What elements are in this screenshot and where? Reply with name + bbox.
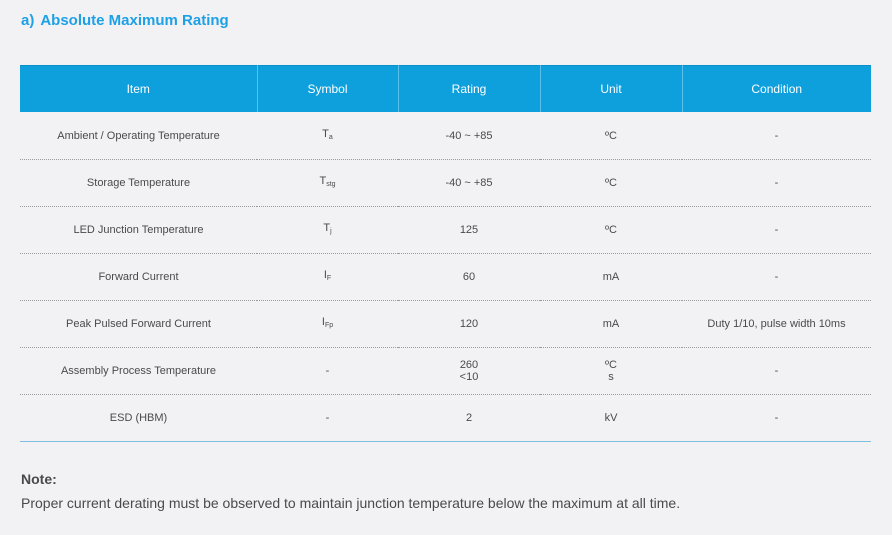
cell-condition: - <box>682 112 871 160</box>
rating-table-container <box>20 65 871 442</box>
section-marker: a) <box>21 12 35 29</box>
symbol-subscript: F <box>326 275 332 282</box>
cell-unit <box>540 348 682 395</box>
unit-value: s <box>608 371 614 383</box>
cell-item: LED Junction Temperature <box>20 207 257 254</box>
cell-symbol <box>257 160 398 207</box>
unit-value: ºC <box>605 177 617 189</box>
symbol-subscript: a <box>328 133 333 141</box>
cell-rating <box>398 112 540 160</box>
cell-unit <box>540 207 682 254</box>
section-title-text: Absolute Maximum Rating <box>40 12 229 29</box>
cell-symbol <box>257 112 398 160</box>
cell-condition: - <box>682 160 871 207</box>
table-row <box>20 348 871 395</box>
cell-unit <box>540 112 682 160</box>
unit-value: ºC <box>605 359 617 371</box>
cell-rating <box>398 160 540 207</box>
cell-unit <box>540 254 682 301</box>
rating-value: 2 <box>465 412 473 424</box>
table-row <box>20 160 871 207</box>
table-row <box>20 395 871 442</box>
symbol-main: T <box>323 222 331 234</box>
cell-rating <box>398 254 540 301</box>
symbol-main: T <box>319 175 327 187</box>
absolute-maximum-rating-table <box>20 65 871 442</box>
rating-value: <10 <box>459 371 479 383</box>
header-unit: Unit <box>540 66 682 113</box>
header-symbol: Symbol <box>257 66 398 113</box>
cell-symbol <box>257 207 398 254</box>
cell-item: Assembly Process Temperature <box>20 348 257 395</box>
unit-value: mA <box>602 318 620 330</box>
rating-value: 120 <box>459 318 479 330</box>
symbol-subscript: stg <box>326 181 336 188</box>
symbol-subscript: j <box>330 228 332 235</box>
table-header-row <box>20 66 871 113</box>
cell-condition: Duty 1/10, pulse width 10ms <box>682 301 871 348</box>
cell-condition: - <box>682 207 871 254</box>
symbol-main: - <box>325 412 330 424</box>
rating-value: -40 ~ +85 <box>445 129 493 142</box>
cell-symbol <box>257 301 398 348</box>
symbol-subscript: Fp <box>324 322 334 329</box>
symbol-main: I <box>323 269 327 281</box>
unit-value: mA <box>602 271 620 283</box>
symbol-main: - <box>325 365 330 377</box>
unit-value: ºC <box>605 224 617 236</box>
cell-symbol <box>257 395 398 442</box>
cell-symbol <box>257 254 398 301</box>
section-title <box>21 12 229 29</box>
rating-value: -40 ~ +85 <box>445 177 493 189</box>
cell-item: Forward Current <box>20 254 257 301</box>
table-row <box>20 301 871 348</box>
cell-item: Peak Pulsed Forward Current <box>20 301 257 348</box>
symbol-main: I <box>321 316 325 328</box>
table-row <box>20 112 871 160</box>
cell-unit <box>540 160 682 207</box>
cell-condition: - <box>682 348 871 395</box>
table-row <box>20 254 871 301</box>
cell-item: Storage Temperature <box>20 160 257 207</box>
rating-value: 125 <box>459 224 479 236</box>
header-condition: Condition <box>682 66 871 113</box>
header-item: Item <box>20 66 257 113</box>
cell-rating <box>398 348 540 395</box>
note-title: Note: <box>21 471 57 487</box>
symbol-main: T <box>322 127 329 140</box>
cell-rating <box>398 395 540 442</box>
rating-value: 60 <box>462 271 476 283</box>
note-text: Proper current derating must be observed to maintain junction temperature below the maximum at all time. <box>21 495 681 511</box>
header-rating: Rating <box>398 66 540 113</box>
unit-value: ºC <box>605 129 617 142</box>
rating-value: 260 <box>459 359 479 371</box>
cell-rating <box>398 301 540 348</box>
unit-value: kV <box>604 412 618 424</box>
cell-unit <box>540 301 682 348</box>
cell-symbol <box>257 348 398 395</box>
cell-rating <box>398 207 540 254</box>
cell-condition: - <box>682 254 871 301</box>
cell-condition: - <box>682 395 871 442</box>
cell-item: ESD (HBM) <box>20 395 257 442</box>
cell-item: Ambient / Operating Temperature <box>20 112 257 160</box>
cell-unit <box>540 395 682 442</box>
table-row <box>20 207 871 254</box>
